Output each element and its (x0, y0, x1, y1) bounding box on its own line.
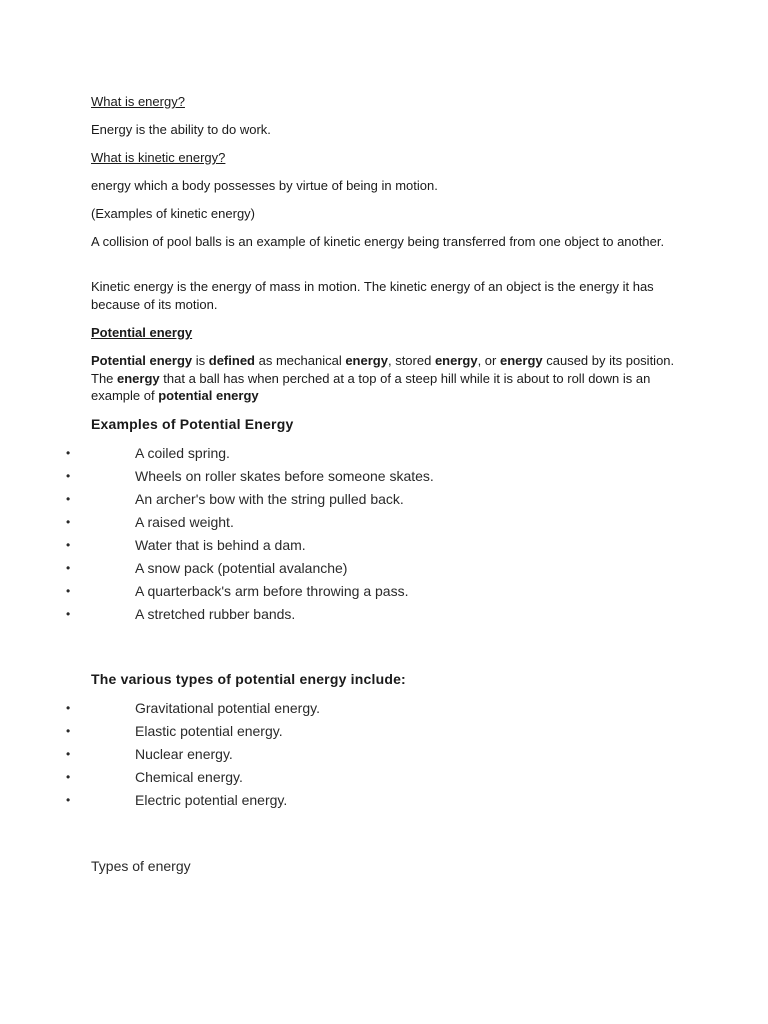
def-term: Potential energy (91, 353, 193, 368)
kinetic-paragraph-pool-balls: A collision of pool balls is an example of kinetic energy being transferred from one object to another. (91, 234, 665, 249)
list-item-text: Chemical energy. (135, 769, 243, 785)
def-bold: potential energy (158, 388, 259, 403)
list-item (0, 465, 768, 488)
def-text: , stored (387, 353, 435, 368)
potential-energy-definition (91, 352, 681, 405)
answer-what-is-energy: Energy is the ability to do work. (91, 122, 271, 137)
examples-heading: Examples of Potential Energy (91, 416, 294, 432)
bullet-icon: • (66, 492, 71, 506)
types-heading: The various types of potential energy include: (91, 671, 406, 687)
bullet-icon: • (66, 584, 71, 598)
def-text: is (192, 353, 209, 368)
list-item (0, 697, 768, 720)
bullet-icon: • (66, 561, 71, 575)
list-item (0, 557, 768, 580)
list-item (0, 511, 768, 534)
bullet-icon: • (66, 446, 71, 460)
list-item (0, 720, 768, 743)
list-item (0, 789, 768, 812)
bullet-icon: • (66, 701, 71, 715)
def-text: caused by its position. The (91, 353, 675, 386)
bullet-icon: • (66, 607, 71, 621)
list-item-text: Nuclear energy. (135, 746, 233, 762)
bullet-icon: • (66, 515, 71, 529)
list-item-text: Wheels on roller skates before someone skates. (135, 468, 434, 484)
potential-energy-title: Potential energy (91, 325, 193, 340)
list-item-text: A stretched rubber bands. (135, 606, 296, 622)
list-item (0, 603, 768, 626)
kinetic-paragraph-mass-motion: Kinetic energy is the energy of mass in motion. The kinetic energy of an object is the energy it has because of its motion. (91, 279, 654, 312)
bullet-icon: • (66, 469, 71, 483)
bullet-icon: • (66, 747, 71, 761)
list-item-text: Elastic potential energy. (135, 723, 283, 739)
def-bold: energy (345, 353, 388, 368)
def-bold: energy (117, 370, 160, 386)
list-item-text: Electric potential energy. (135, 792, 288, 808)
bullet-icon: • (66, 538, 71, 552)
kinetic-examples-label: (Examples of kinetic energy) (91, 206, 256, 221)
types-list (0, 697, 768, 812)
list-item (0, 534, 768, 557)
list-item (0, 488, 768, 511)
list-item (0, 743, 768, 766)
list-item (0, 766, 768, 789)
def-text: that a ball has when perched at a top of a steep hill while it is about to roll down is an example of (91, 370, 651, 403)
question-what-is-energy: What is energy? (91, 94, 185, 109)
def-bold: defined (208, 353, 255, 368)
types-of-energy-text: Types of energy (91, 858, 191, 874)
list-item-text: Water that is behind a dam. (135, 537, 306, 553)
list-item-text: A raised weight. (135, 514, 234, 530)
bullet-icon: • (66, 770, 71, 784)
answer-kinetic-energy: energy which a body possesses by virtue of being in motion. (91, 178, 438, 193)
def-bold: energy (434, 353, 478, 368)
list-item-text: A coiled spring. (135, 445, 230, 461)
list-item (0, 442, 768, 465)
bullet-icon: • (66, 793, 71, 807)
list-item (0, 580, 768, 603)
def-text: , or (477, 353, 500, 368)
list-item-text: Gravitational potential energy. (135, 700, 320, 716)
question-what-is-kinetic-energy: What is kinetic energy? (91, 150, 226, 165)
list-item-text: A quarterback's arm before throwing a pass. (135, 583, 409, 599)
def-text: as mechanical (255, 353, 346, 368)
bullet-icon: • (66, 724, 71, 738)
list-item-text: An archer's bow with the string pulled back. (135, 491, 404, 507)
list-item-text: A snow pack (potential avalanche) (135, 560, 348, 576)
examples-list (0, 442, 768, 626)
def-bold: energy (499, 353, 543, 368)
